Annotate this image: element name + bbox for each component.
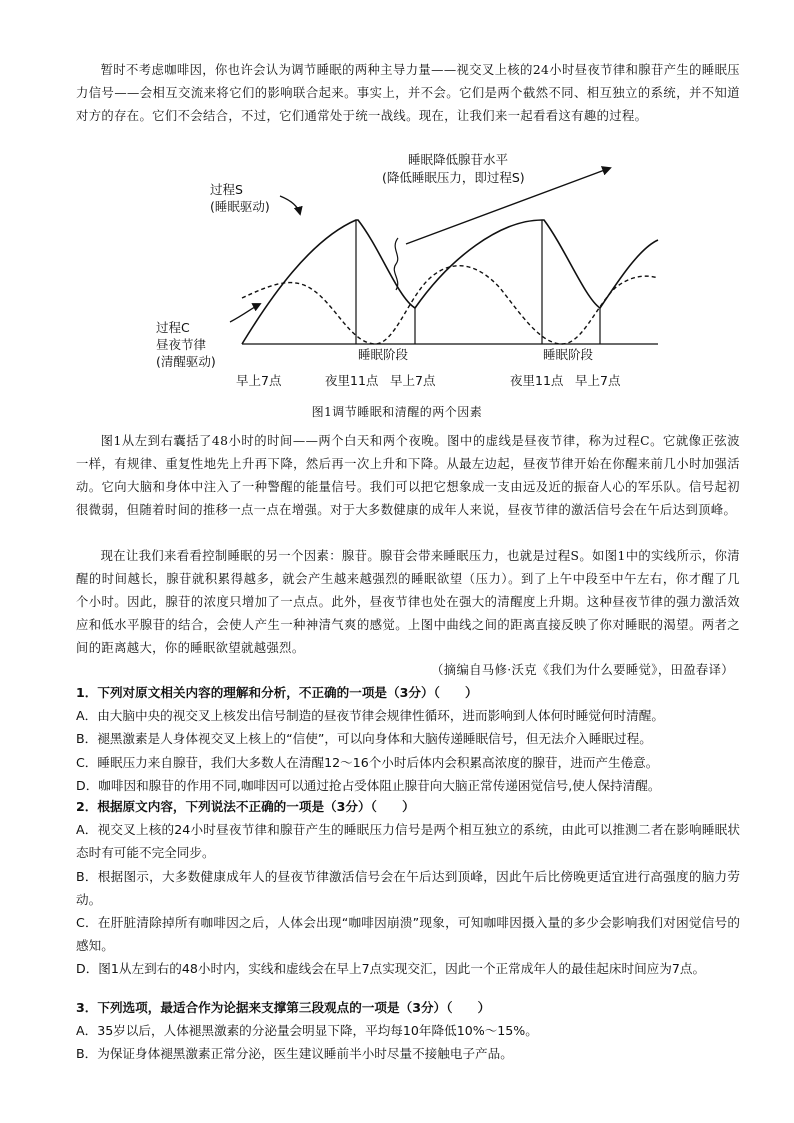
- process-s-arrow: [280, 196, 300, 214]
- process-c-arrow: [230, 304, 260, 322]
- time-label-2: 夜里11点: [325, 373, 379, 388]
- question-1: [76, 681, 740, 797]
- question-title: 1．下列对原文相关内容的理解和分析，不正确的一项是（3分）（ ）: [76, 685, 478, 700]
- question-title: 3．下列选项，最适合作为论据来支撑第三段观点的一项是（3分）（ ）: [76, 1000, 491, 1015]
- option-c[interactable]: C．在肝脏清除掉所有咖啡因之后，人体会出现“咖啡因崩溃”现象，可知咖啡因摄入量的多少会影响我们对困觉信号的感知。: [76, 915, 740, 954]
- sleep-regulation-figure: [150, 148, 670, 398]
- intro-paragraph: 暂时不考虑咖啡因，你也许会认为调节睡眠的两种主导力量——视交叉上核的24小时昼夜节律和腺苷产生的睡眠压力信号——会相互交流来将它们的影响联合起来。事实上，并不会。它们是两个截然不同、相互独立的系统，并不知道对方的存在。它们不会结合，不过，它们通常处于统一战线。现在，让我们来一起看看这有趣的过程。: [76, 63, 740, 123]
- label-circadian: 昼夜节律: [156, 337, 207, 352]
- label-sleep-drive: (睡眠驱动): [210, 199, 270, 214]
- label-sleep-phase-1: 睡眠阶段: [358, 347, 409, 362]
- option-d[interactable]: D．图1从左到右的48小时内，实线和虚线会在早上7点实现交汇，因此一个正常成年人的最佳起床时间应为7点。: [76, 961, 706, 977]
- option-b[interactable]: B．褪黑激素是人身体视交叉上核上的“信使”，可以向身体和大脑传递睡眠信号，但无法介入睡眠过程。: [76, 731, 652, 747]
- source-citation: （摘编自马修·沃克《我们为什么要睡觉》，田盈春译）: [431, 663, 734, 677]
- label-adenosine-note: (降低睡眠压力，即过程S): [382, 170, 525, 185]
- paragraph-2: 图1从左到右囊括了48小时的时间——两个白天和两个夜晚。图中的虚线是昼夜节律，称为过程C。它就像正弦波一样，有规律、重复性地先上升再下降，然后再一次上升和下降。从最左边起，昼夜节律开始在你醒来前几小时加强活动。它向大脑和身体中注入了一种警醒的能量信号。我们可以把它想象成一支由远及近的振奋人心的军乐队。信号起初很微弱，但随着时间的推移一点一点在增强。对于大多数健康的成年人来说，昼夜节律的激活信号会在午后达到顶峰。: [76, 434, 740, 517]
- option-a[interactable]: A．视交叉上核的24小时昼夜节律和腺苷产生的睡眠压力信号是两个相互独立的系统，由此可以推测二者在影响睡眠状态时有可能不完全同步。: [76, 822, 740, 861]
- time-label-5: 早上7点: [575, 373, 621, 388]
- option-b[interactable]: B．根据图示，大多数健康成年人的昼夜节律激活信号会在午后达到顶峰，因此午后比傍晚更适宜进行高强度的脑力劳动。: [76, 868, 740, 907]
- question-3: [76, 996, 740, 1066]
- option-b[interactable]: B．为保证身体褪黑激素正常分泌，医生建议睡前半小时尽量不接触电子产品。: [76, 1046, 513, 1062]
- label-process-c: 过程C: [156, 320, 190, 335]
- process-s-curve: [242, 220, 658, 344]
- time-label-3: 早上7点: [390, 373, 436, 388]
- option-a[interactable]: A．由大脑中央的视交叉上核发出信号制造的昼夜节律会规律性循环，进而影响到人体何时睡觉何时清醒。: [76, 708, 664, 724]
- time-label-4: 夜里11点: [510, 373, 564, 388]
- label-process-s: 过程S: [210, 182, 243, 197]
- figure-caption: 图1调节睡眠和清醒的两个因素: [311, 405, 483, 419]
- option-c[interactable]: C．睡眠压力来自腺苷，我们大多数人在清醒12～16个小时后体内会积累高浓度的腺苷，进而产生倦意。: [76, 754, 659, 770]
- option-a[interactable]: A．35岁以后，人体褪黑激素的分泌量会明显下降，平均每10年降低10%～15%。: [76, 1023, 538, 1039]
- paragraph-3: 现在让我们来看看控制睡眠的另一个因素：腺苷。腺苷会带来睡眠压力，也就是过程S。如图1中的实线所示，你清醒的时间越长，腺苷就积累得越多，就会产生越来越强烈的睡眠欲望（压力）。到了上午中段至中午左右，你才醒了几个小时。因此，腺苷的浓度只增加了一点点。此外，昼夜节律也处在强大的清醒度上升期。这种昼夜节律的强力激活效应和低水平腺苷的结合，会使人产生一种神清气爽的感觉。上图中曲线之间的距离直接反映了你对睡眠的渴望。两者之间的距离越大，你的睡眠欲望就越强烈。: [76, 549, 740, 655]
- label-adenosine-title: 睡眠降低腺苷水平: [408, 152, 509, 167]
- option-d[interactable]: D．咖啡因和腺苷的作用不同,咖啡因可以通过抢占受体阻止腺苷向大脑正常传递困觉信号,使人保持清醒。: [76, 777, 661, 793]
- label-wake-drive: (清醒驱动): [156, 354, 216, 369]
- time-label-1: 早上7点: [236, 373, 282, 388]
- question-title: 2．根据原文内容，下列说法不正确的一项是（3分）（ ）: [76, 799, 415, 814]
- question-2: [76, 795, 740, 981]
- label-sleep-phase-2: 睡眠阶段: [543, 347, 594, 362]
